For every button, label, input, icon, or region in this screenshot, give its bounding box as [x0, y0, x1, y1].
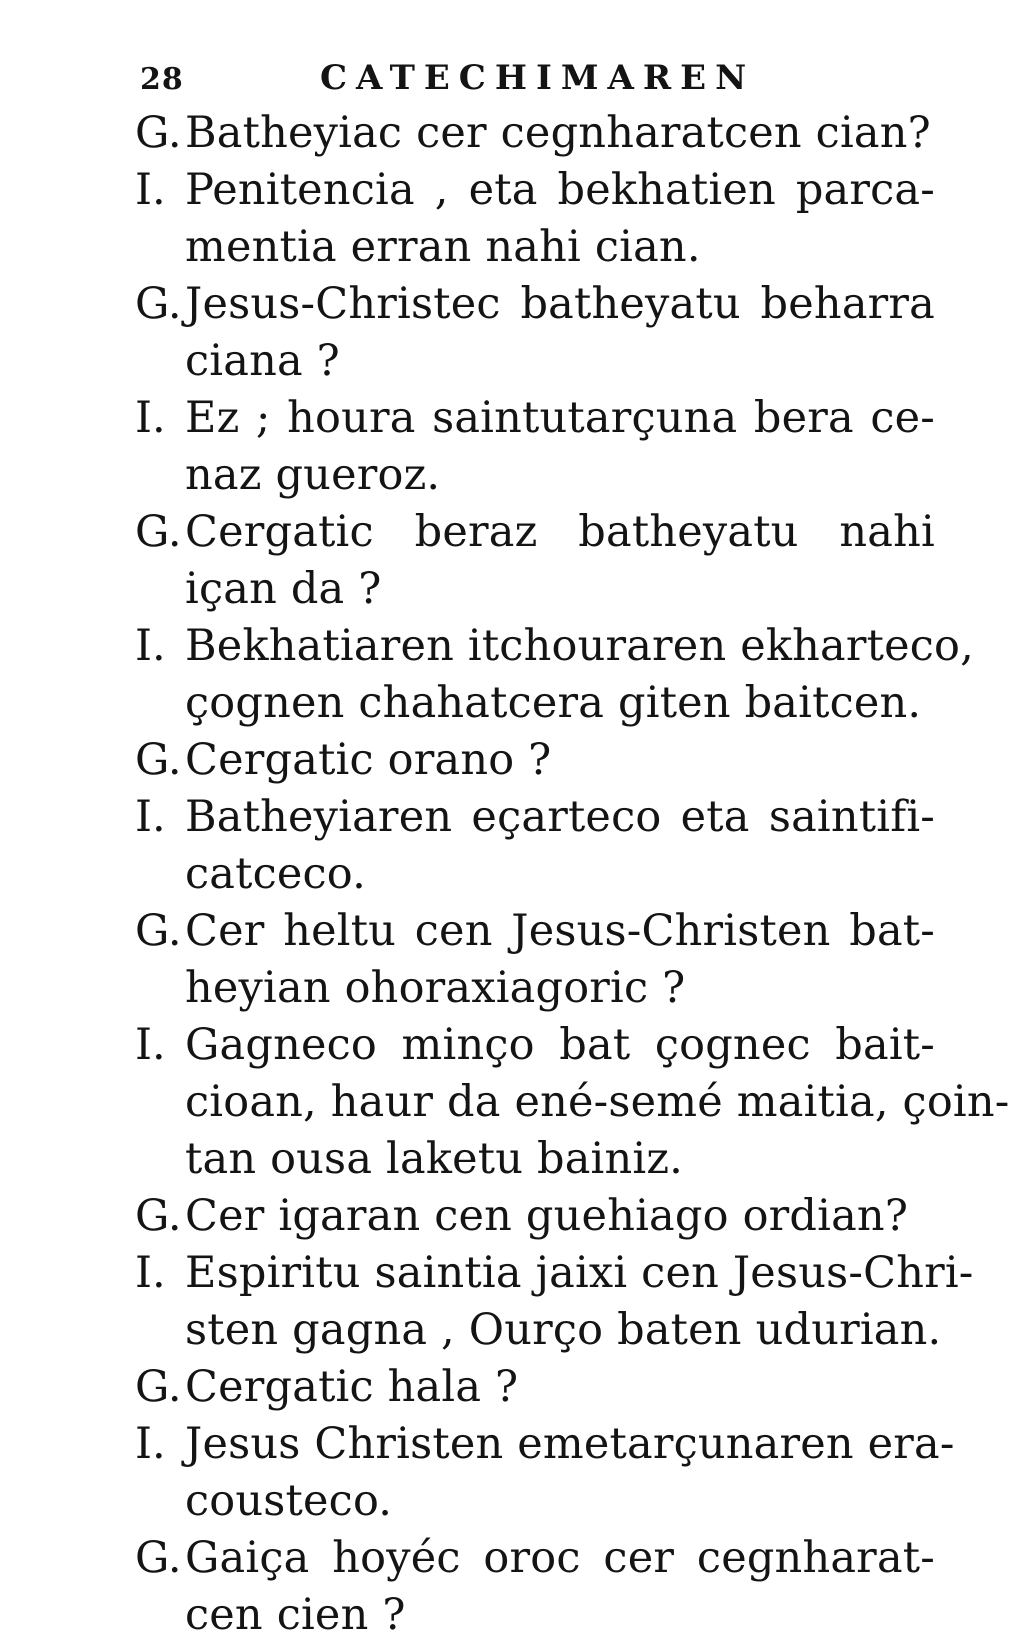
speaker-label: I.	[135, 1020, 166, 1070]
dialogue-entry	[135, 1017, 1010, 1188]
text-line: cen cien ?	[185, 1590, 406, 1640]
dialogue-entry	[135, 618, 974, 732]
text-line: sten gagna , Ourço baten udurian.	[185, 1305, 942, 1355]
text-line: ciana ?	[185, 336, 340, 386]
text-line: mentia erran nahi cian.	[185, 222, 701, 272]
speaker-label: G.	[135, 507, 182, 557]
text-line: içan da ?	[185, 564, 382, 614]
text-line: Jesus Christen emetarçunaren era-	[185, 1419, 955, 1469]
running-head: CATECHIMAREN	[320, 58, 756, 98]
text-line: Cergatic beraz batheyatu nahi	[185, 507, 935, 557]
page-header	[140, 58, 780, 106]
text-line: Batheyiaren eçarteco eta saintifi-	[185, 792, 935, 842]
text-line: Cer heltu cen Jesus-Christen bat-	[185, 906, 935, 956]
speaker-label: I.	[135, 621, 166, 671]
speaker-label: G.	[135, 906, 182, 956]
text-line: Espiritu saintia jaixi cen Jesus-Chri-	[185, 1248, 974, 1298]
speaker-label: G.	[135, 1362, 182, 1412]
dialogue-entry	[135, 390, 935, 504]
dialogue-entry	[135, 276, 935, 390]
text-line: Cergatic hala ?	[185, 1362, 519, 1412]
text-line: heyian ohoraxiagoric ?	[185, 963, 686, 1013]
text-line: Gagneco minço bat çognec bait-	[185, 1020, 935, 1070]
text-line: Penitencia , eta bekhatien parca-	[185, 165, 935, 215]
dialogue-entry	[135, 504, 935, 618]
dialogue-entry	[135, 1530, 935, 1644]
speaker-label: G.	[135, 1533, 182, 1583]
dialogue-entry	[135, 1188, 935, 1245]
text-line: Batheyiac cer cegnharatcen cian?	[185, 108, 931, 158]
text-line: Jesus-Christec batheyatu beharra	[185, 279, 935, 329]
speaker-label: G.	[135, 735, 182, 785]
text-line: naz gueroz.	[185, 450, 441, 500]
dialogue-entry	[135, 732, 935, 789]
speaker-label: I.	[135, 393, 166, 443]
text-line: cioan, haur da ené-semé maitia, çoin-	[185, 1077, 1010, 1127]
dialogue-entry	[135, 1245, 974, 1359]
dialogue-entry	[135, 162, 935, 276]
page-number: 28	[140, 62, 184, 97]
catechism-dialogue	[135, 105, 1010, 1644]
dialogue-entry	[135, 105, 935, 162]
text-line: Gaiça hoyéc oroc cer cegnharat-	[185, 1533, 935, 1583]
text-line: tan ousa laketu bainiz.	[185, 1134, 684, 1184]
text-line: Ez ; houra saintutarçuna bera ce-	[185, 393, 935, 443]
text-line: Cer igaran cen guehiago ordian?	[185, 1191, 909, 1241]
dialogue-entry	[135, 789, 935, 903]
dialogue-entry	[135, 903, 935, 1017]
text-line: cousteco.	[185, 1476, 393, 1526]
speaker-label: G.	[135, 279, 182, 329]
speaker-label: G.	[135, 1191, 182, 1241]
text-line: catceco.	[185, 849, 367, 899]
text-line: çognen chahatcera giten baitcen.	[185, 678, 922, 728]
speaker-label: I.	[135, 792, 166, 842]
speaker-label: I.	[135, 1248, 166, 1298]
speaker-label: G.	[135, 108, 182, 158]
dialogue-entry	[135, 1416, 955, 1530]
text-line: Bekhatiaren itchouraren ekharteco,	[185, 621, 974, 671]
dialogue-entry	[135, 1359, 935, 1416]
text-line: Cergatic orano ?	[185, 735, 552, 785]
speaker-label: I.	[135, 1419, 166, 1469]
speaker-label: I.	[135, 165, 166, 215]
